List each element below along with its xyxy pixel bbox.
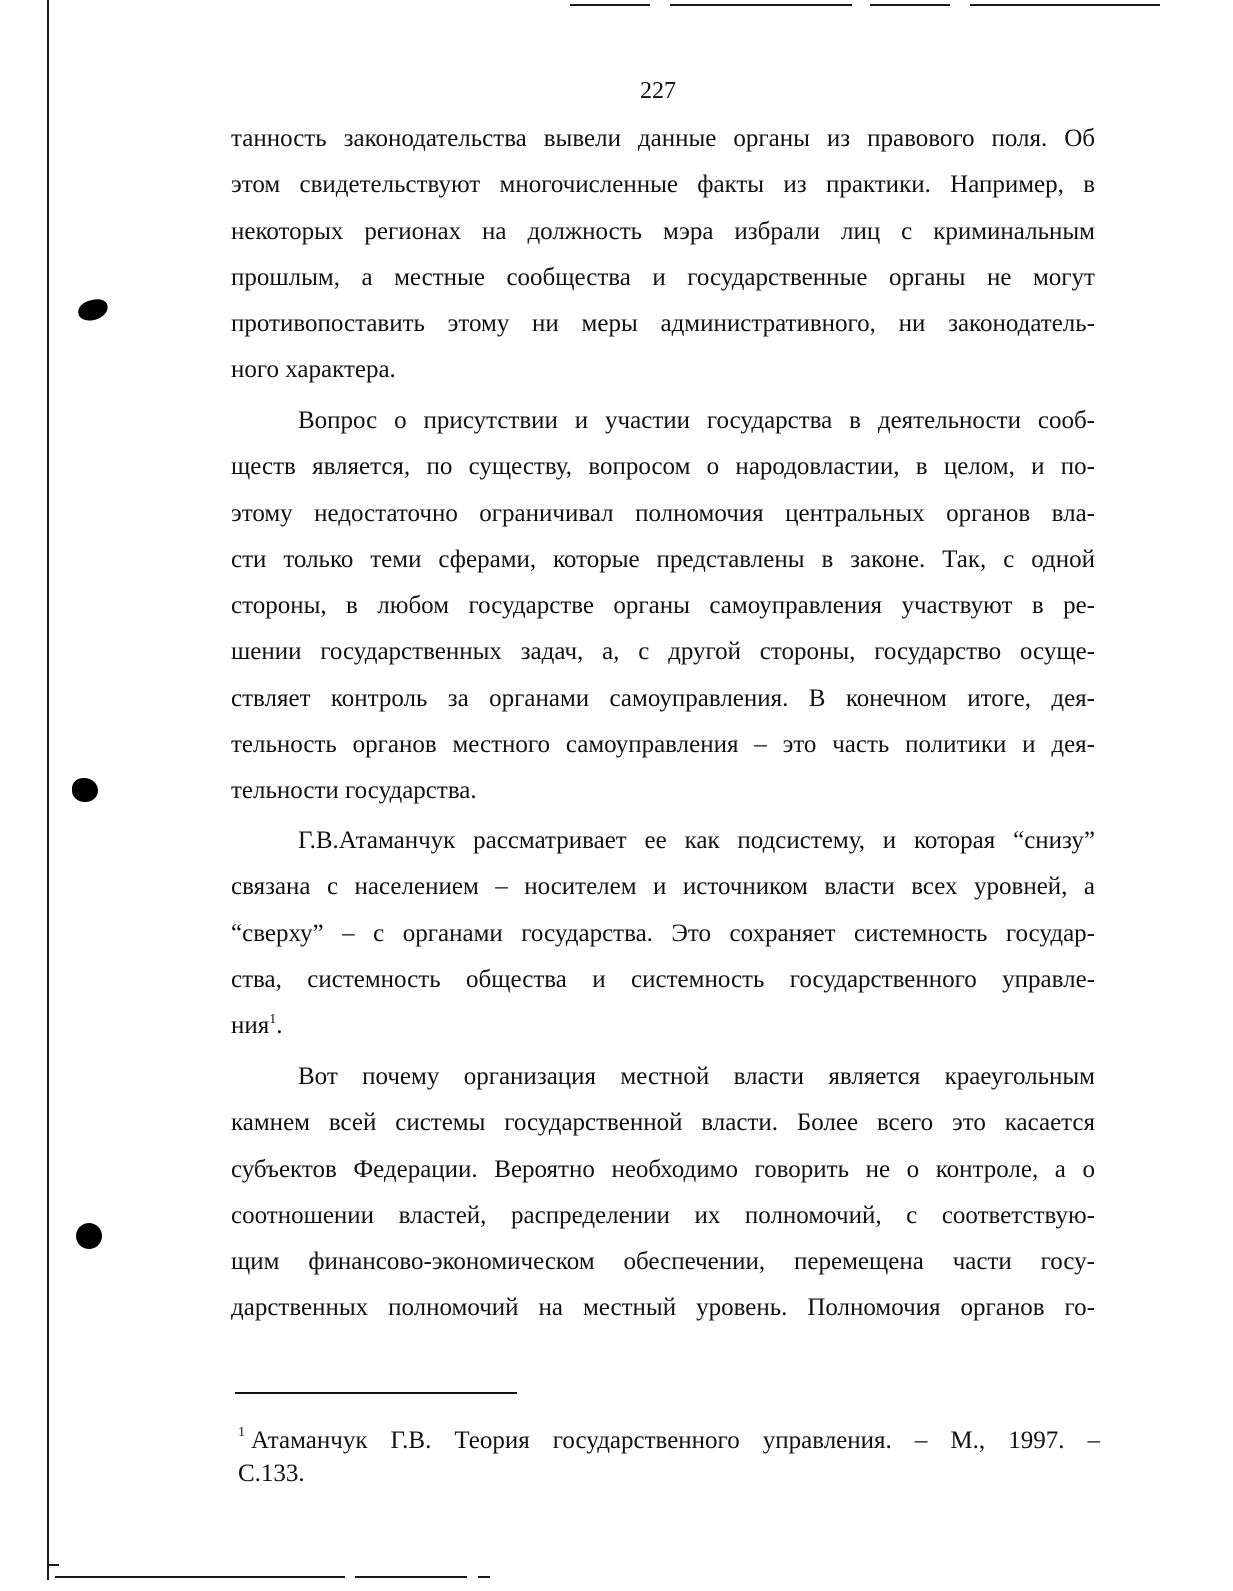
text-line: ствляет контроль за органами самоуправления. В конечном итоге, дея- [231,684,1095,712]
text-line: ного характера. [231,356,396,384]
scan-border-left [47,0,49,1580]
text-line: камнем всей системы государственной власти. Более всего это касается [231,1109,1095,1137]
text-line: некоторых регионах на должность мэра избрали лиц с криминальным [231,217,1095,245]
text-line: связана с населением – носителем и источником власти всех уровней, а [231,873,1095,901]
text-line: субъектов Федерации. Вероятно необходимо говорить не о контроле, а о [231,1155,1095,1183]
binding-hole-mark [76,297,110,323]
text-line: сти только теми сферами, которые представлены в законе. Так, с одной [231,545,1095,573]
text-line: тельности государства. [231,777,477,805]
text-line: этом свидетельствуют многочисленные факты из практики. Например, в [231,171,1095,199]
text-line: Вопрос о присутствии и участии государства в деятельности сооб- [298,407,1095,434]
text-line: противопоставить этому ни меры административного, ни законодатель- [231,310,1095,338]
paragraph-1 [231,124,1095,402]
text-line: танность законодательства вывели данные органы из правового поля. Об [231,125,1095,152]
footnote [238,1424,1100,1490]
text-line: шении государственных задач, а, с другой стороны, государство осуще- [231,638,1095,666]
scan-border-bottom [55,1576,345,1578]
scan-border-bottom [355,1576,467,1578]
scan-border-bottom [478,1576,490,1578]
paragraph-3 [231,826,1095,1057]
scan-border-top [870,4,950,6]
text-line: этому недостаточно ограничивал полномочия центральных органов вла- [231,499,1095,527]
footnote-marker: 1 [238,1425,245,1440]
paragraph-2 [231,406,1095,823]
page-number: 227 [640,78,676,104]
scan-border-top [970,4,1160,6]
paragraph-4 [231,1062,1095,1340]
text-fragment: ния [231,1012,270,1040]
text-line: щим финансово-экономическом обеспечении, перемещена части госу- [231,1248,1095,1276]
footnote-line [238,1424,1100,1457]
text-line: дарственных полномочий на местный уровень. Полномочия органов го- [231,1294,1095,1322]
footnote-line: С.133. [238,1460,305,1487]
footnote-reference[interactable]: 1 [269,1012,277,1028]
text-line: ства, системность общества и системность государственного управле- [231,965,1095,993]
text-line: ществ является, по существу, вопросом о народовластии, в целом, и по- [231,453,1095,481]
text-line: тельность органов местного самоуправления – это часть политики и дея- [231,731,1095,759]
footnote-separator [235,1392,517,1394]
scan-border-top [670,4,852,6]
footnote-text: Атаманчук Г.В. Теория государственного управления. – М., 1997. – [251,1427,1100,1454]
text-line: стороны, в любом государстве органы самоуправления участвуют в ре- [231,592,1095,620]
text-line [231,1011,1095,1057]
text-line: прошлым, а местные сообщества и государственные органы не могут [231,263,1095,291]
binding-hole-mark [72,778,98,802]
text-line: Г.В.Атаманчук рассматривает ее как подсистему, и которая “снизу” [298,827,1095,854]
text-line: соотношении властей, распределении их полномочий, с соответствую- [231,1201,1095,1229]
binding-hole-mark [76,1223,102,1249]
text-line: Вот почему организация местной власти является краеугольным [298,1063,1095,1090]
scan-border-top [570,4,650,6]
scan-border-corner [49,1564,59,1566]
text-fragment: . [276,1012,283,1040]
text-line: “сверху” – с органами государства. Это сохраняет системность государ- [231,919,1095,947]
